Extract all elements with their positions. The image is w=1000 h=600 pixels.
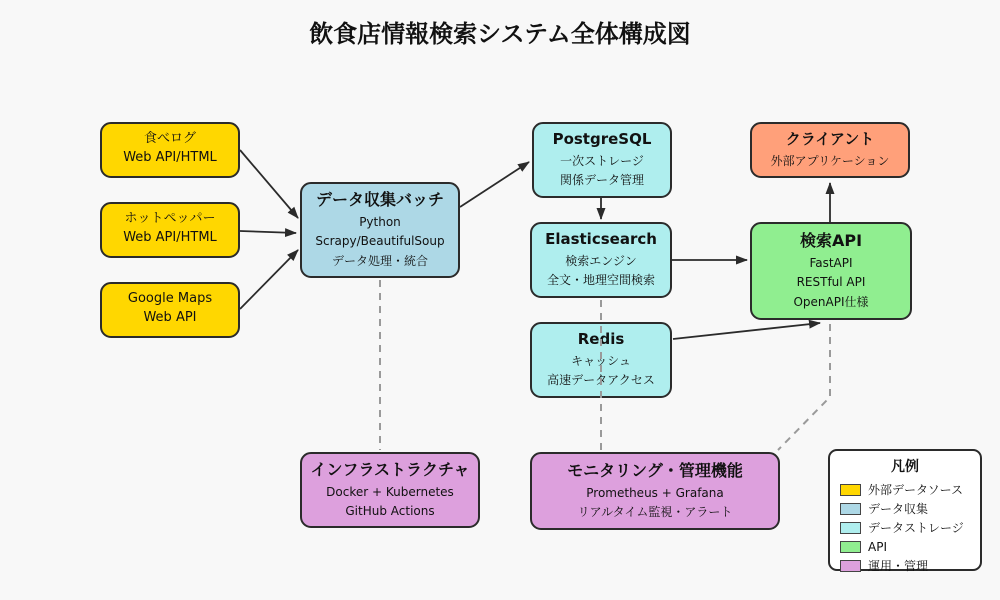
node-batch-title: データ収集バッチ — [315, 189, 444, 209]
legend-item — [840, 537, 970, 556]
node-search-api-title: 検索API — [799, 230, 863, 250]
node-infrastructure-line: Docker + Kubernetes — [326, 484, 454, 499]
node-googlemaps — [100, 282, 240, 338]
node-client — [750, 122, 910, 178]
legend-item — [840, 499, 970, 518]
node-infrastructure-line: GitHub Actions — [345, 504, 435, 518]
node-googlemaps-title: Google Maps — [127, 291, 213, 307]
node-postgresql-line: 一次ストレージ — [560, 153, 644, 168]
node-batch-line: データ処理・統合 — [331, 253, 428, 268]
node-postgresql-title: PostgreSQL — [552, 130, 652, 149]
edge-hotpepper-batch — [240, 231, 296, 233]
legend-swatch-data-storage — [840, 522, 861, 534]
legend-label: データ収集 — [868, 502, 929, 516]
legend-swatch-operations — [840, 560, 861, 572]
node-search-api-line: FastAPI — [809, 255, 853, 270]
node-search-api — [750, 222, 912, 320]
legend-label: データストレージ — [868, 521, 964, 535]
node-monitoring-line: リアルタイム監視・アラート — [577, 505, 733, 519]
node-client-title: クライアント — [785, 129, 875, 148]
page-title: 飲食店情報検索システム全体構成図 — [309, 20, 691, 48]
node-postgresql — [532, 122, 672, 198]
node-hotpepper-line: Web API/HTML — [123, 229, 217, 245]
node-batch-line: Python — [359, 214, 401, 229]
node-googlemaps-line: Web API — [143, 309, 197, 325]
node-monitoring — [530, 452, 780, 530]
node-redis-title: Redis — [577, 330, 625, 349]
legend-swatch-api — [840, 541, 861, 553]
legend-swatch-data-collection — [840, 503, 861, 515]
node-elasticsearch-line: 全文・地理空間検索 — [546, 273, 655, 288]
edge-redis-searchapi — [673, 323, 820, 339]
legend-item — [840, 480, 970, 499]
legend-swatch-external-source — [840, 484, 861, 496]
node-elasticsearch — [530, 222, 672, 298]
node-infrastructure — [300, 452, 480, 528]
node-hotpepper-title: ホットペッパー — [124, 211, 216, 227]
node-redis-line: 高速データアクセス — [547, 373, 655, 388]
legend-label: 外部データソース — [868, 483, 964, 497]
node-tabelog-title: 食べログ — [143, 131, 196, 147]
node-elasticsearch-title: Elasticsearch — [545, 230, 657, 249]
edge-monitoring-searchapi-dashed — [778, 324, 830, 450]
node-tabelog — [100, 122, 240, 178]
node-client-line: 外部アプリケーション — [770, 153, 890, 168]
legend-label: 運用・管理 — [868, 559, 929, 573]
node-elasticsearch-line: 検索エンジン — [565, 253, 637, 268]
node-monitoring-title: モニタリング・管理機能 — [567, 460, 743, 480]
node-redis-line: キャッシュ — [571, 353, 631, 368]
node-infrastructure-title: インフラストラクチャ — [310, 459, 470, 479]
node-postgresql-line: 関係データ管理 — [559, 173, 644, 188]
legend-item — [840, 556, 970, 575]
node-monitoring-line: Prometheus + Grafana — [586, 485, 724, 500]
legend — [828, 449, 982, 571]
node-redis — [530, 322, 672, 398]
legend-item — [840, 518, 970, 537]
legend-title: 凡例 — [891, 459, 919, 475]
node-batch-line: Scrapy/BeautifulSoup — [315, 234, 445, 249]
edge-tabelog-batch — [240, 150, 298, 218]
edge-batch-postgresql — [460, 162, 529, 207]
legend-label: API — [868, 539, 887, 554]
node-search-api-line: RESTful API — [796, 275, 866, 290]
node-search-api-line: OpenAPI仕様 — [793, 294, 869, 309]
edge-googlemaps-batch — [240, 250, 298, 309]
node-hotpepper — [100, 202, 240, 258]
node-tabelog-line: Web API/HTML — [123, 149, 217, 165]
node-batch — [300, 182, 460, 278]
